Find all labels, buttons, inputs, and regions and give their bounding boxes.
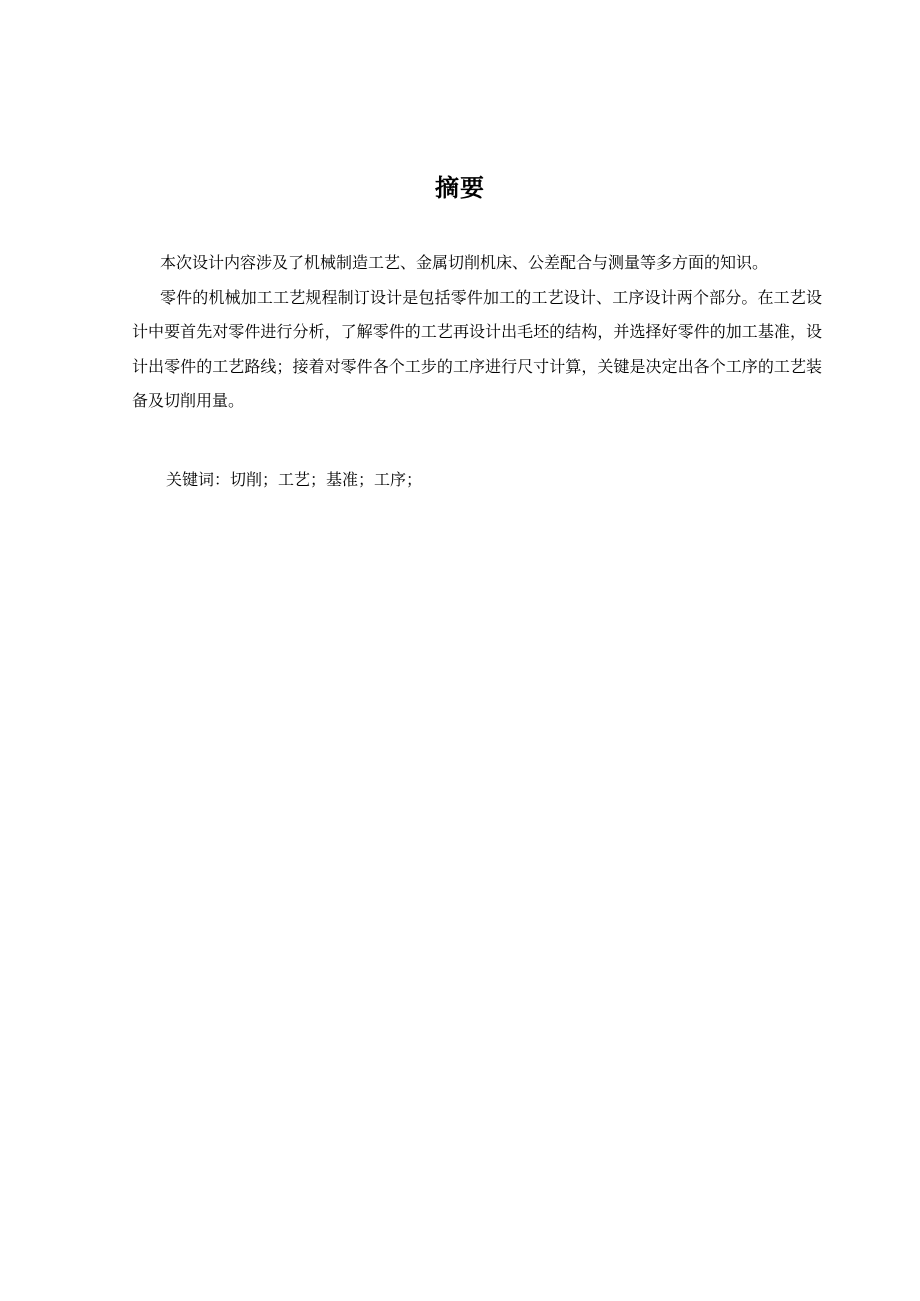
keywords-line: 关键词：切削；工艺；基准；工序； xyxy=(166,470,423,489)
abstract-paragraph-1: 本次设计内容涉及了机械制造工艺、金属切削机床、公差配合与测量等多方面的知识。 xyxy=(160,253,769,272)
abstract-title: 摘要 xyxy=(435,174,485,202)
abstract-paragraph-2: 零件的机械加工工艺规程制订设计是包括零件加工的工艺设计、工序设计两个部分。在工艺设计中要首先对零件进行分析，了解零件的工艺再设计出毛坯的结构，并选择好零件的加工基准，设计出零件的工艺路线；接着对零件各个工步的工序进行尺寸计算，关键是决定出各个工序的工艺装备及切削用量。 xyxy=(132,287,822,410)
abstract-body xyxy=(132,246,822,419)
